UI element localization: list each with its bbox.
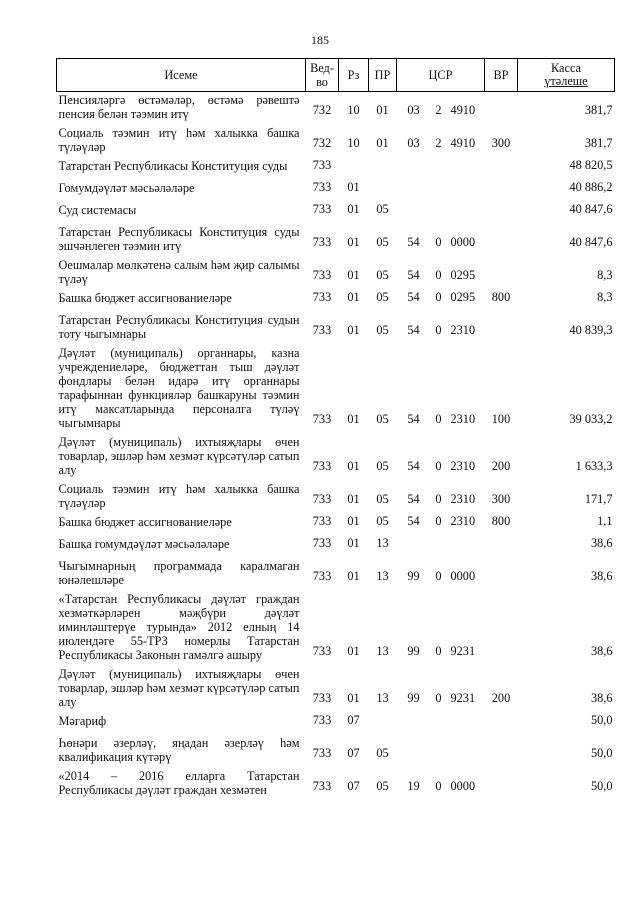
table-row	[57, 312, 615, 345]
header-kassa-line2: үтәлеше	[544, 74, 588, 88]
row-csr-direction: 2310	[450, 323, 476, 337]
row-csr-subprogram: 0	[435, 323, 442, 337]
row-csr-direction: 2310	[450, 412, 476, 426]
row-csr-program: 54	[407, 290, 420, 304]
table-row	[57, 125, 615, 158]
row-rz: 10	[347, 103, 360, 117]
row-rz: 01	[347, 323, 360, 337]
row-name: Башка бюджет ассигнованиелəре	[58, 291, 232, 305]
row-vr	[485, 591, 518, 666]
table-row	[57, 92, 615, 126]
row-csr-subprogram: 0	[435, 235, 442, 249]
row-pr	[369, 713, 397, 735]
row-amount: 171,7	[584, 492, 613, 506]
row-rz: 07	[347, 746, 360, 760]
row-csr-direction: 9231	[450, 691, 476, 705]
row-pr: 13	[376, 644, 389, 658]
row-csr-program: 54	[407, 268, 420, 282]
row-csr-direction: 9231	[450, 644, 476, 658]
row-rz: 01	[347, 202, 360, 216]
row-csr-subprogram: 0	[435, 644, 442, 658]
row-ved: 733	[312, 412, 332, 426]
row-name: Һөнəри əзерлəү, яңадан əзерлəү һəм квалификация күтəрү	[58, 736, 300, 764]
row-csr-direction: 4910	[450, 136, 476, 150]
row-vr	[485, 536, 518, 558]
row-vr	[485, 224, 518, 257]
row-amount: 381,7	[584, 136, 613, 150]
table-row	[57, 434, 615, 481]
row-csr-subprogram	[431, 180, 447, 202]
row-vr: 300	[491, 492, 511, 506]
row-vr: 300	[491, 136, 511, 150]
row-csr-direction: 0000	[450, 235, 476, 249]
row-csr-program: 19	[407, 779, 420, 793]
row-ved: 733	[312, 514, 332, 528]
row-amount: 8,3	[597, 268, 613, 282]
row-amount: 50,0	[590, 746, 613, 760]
row-csr-program: 99	[407, 644, 420, 658]
row-pr: 05	[376, 290, 389, 304]
row-rz: 10	[347, 136, 360, 150]
row-vr: 100	[491, 412, 511, 426]
row-csr-subprogram	[431, 735, 447, 768]
row-csr-subprogram: 0	[435, 691, 442, 705]
row-vr	[485, 257, 518, 290]
row-csr-program: 54	[407, 235, 420, 249]
row-csr-direction	[447, 713, 485, 735]
row-rz	[339, 158, 369, 180]
row-rz: 07	[347, 779, 360, 793]
row-vr: 800	[491, 290, 511, 304]
row-name: «2014 – 2016 елларга Татарстан Республикасы дəүлəт граждан хезмəтен	[58, 769, 300, 797]
table-row	[57, 158, 615, 180]
row-csr-direction: 2310	[450, 492, 476, 506]
row-csr-subprogram: 0	[435, 268, 442, 282]
header-kassa	[518, 59, 615, 92]
row-name: Дəүлəт (муниципаль) ихтыяҗлары өчен товарлар, эшлəр һəм хезмəт күрсəтүлəр сатып алу	[58, 435, 300, 477]
row-ved: 733	[312, 268, 332, 282]
table-row	[57, 290, 615, 312]
row-pr: 13	[376, 691, 389, 705]
row-ved: 733	[312, 746, 332, 760]
row-rz: 01	[347, 235, 360, 249]
row-ved: 733	[312, 202, 332, 216]
row-csr-direction	[447, 158, 485, 180]
header-name: Исеме	[57, 59, 306, 92]
row-csr-program: 54	[407, 323, 420, 337]
row-amount: 40 847,6	[569, 202, 613, 216]
row-ved: 733	[312, 779, 332, 793]
row-vr	[485, 558, 518, 591]
row-name: «Татарстан Республикасы дəүлəт граждан хезмəткəрлəрен мəҗбүри дəүлəт иминлəштерүе турында» 2012 елның 14 июлендəге 55-ТРЗ номерлы Татарстан Республикасы Законын гамəлгə ашыру	[58, 592, 300, 662]
row-rz: 07	[347, 713, 360, 727]
row-vr: 800	[491, 514, 511, 528]
row-pr: 05	[376, 412, 389, 426]
row-amount: 50,0	[590, 779, 613, 793]
row-rz: 01	[347, 268, 360, 282]
row-csr-program	[397, 536, 431, 558]
header-pr: ПР	[369, 59, 397, 92]
row-amount: 39 033,2	[569, 412, 613, 426]
row-csr-program: 99	[407, 691, 420, 705]
row-pr: 05	[376, 459, 389, 473]
row-csr-program: 54	[407, 459, 420, 473]
row-pr: 05	[376, 746, 389, 760]
row-name: Татарстан Республикасы Конституция суды эшчəнлеген тəэмин итү	[58, 225, 300, 253]
row-vr	[485, 768, 518, 801]
row-pr: 05	[376, 202, 389, 216]
row-csr-program: 54	[407, 412, 420, 426]
table-body	[57, 92, 615, 802]
row-ved: 732	[312, 103, 332, 117]
row-rz: 01	[347, 180, 360, 194]
header-vr: ВР	[485, 59, 518, 92]
row-name: Пенсиялəргə өстəмəлəр, өстəмə рəвештə пенсия белəн тəэмин итү	[58, 93, 300, 121]
row-amount: 40 839,3	[569, 323, 613, 337]
row-amount: 8,3	[597, 290, 613, 304]
row-csr-subprogram: 2	[435, 136, 442, 150]
table-row	[57, 591, 615, 666]
row-vr	[485, 713, 518, 735]
row-ved: 733	[312, 290, 332, 304]
row-ved: 733	[312, 569, 332, 583]
row-pr: 05	[376, 514, 389, 528]
row-ved: 733	[312, 459, 332, 473]
row-pr	[369, 180, 397, 202]
row-amount: 38,6	[590, 569, 613, 583]
row-csr-direction	[447, 536, 485, 558]
row-ved: 733	[312, 158, 332, 172]
row-csr-subprogram: 0	[435, 412, 442, 426]
row-name: Дəүлəт (муниципаль) ихтыяҗлары өчен товарлар, эшлəр һəм хезмəт күрсəтүлəр сатып алу	[58, 667, 300, 709]
row-rz: 01	[347, 290, 360, 304]
page-number: 185	[311, 33, 329, 47]
row-csr-direction: 4910	[450, 103, 476, 117]
row-csr-subprogram	[431, 713, 447, 735]
row-csr-subprogram	[431, 158, 447, 180]
row-ved: 733	[312, 691, 332, 705]
row-rz: 01	[347, 412, 360, 426]
header-csr: ЦСР	[397, 59, 485, 92]
row-vr	[485, 312, 518, 345]
row-vr: 200	[491, 459, 511, 473]
row-name: Чыгымнарның программада каралмаган юнəлешлəре	[58, 559, 300, 587]
row-ved: 733	[312, 644, 332, 658]
row-csr-direction: 0000	[450, 569, 476, 583]
table-row	[57, 257, 615, 290]
row-csr-subprogram: 2	[435, 103, 442, 117]
row-rz: 01	[347, 492, 360, 506]
row-ved: 732	[312, 136, 332, 150]
header-ved: Вед-во	[306, 59, 339, 92]
table-row	[57, 768, 615, 801]
row-pr: 05	[376, 268, 389, 282]
row-amount: 1 633,3	[575, 459, 613, 473]
row-ved: 733	[312, 323, 332, 337]
row-name: Гомумдəүлəт мəсьəлəлəре	[58, 181, 195, 195]
row-vr	[485, 202, 518, 224]
row-ved: 733	[312, 713, 332, 727]
row-csr-program: 03	[407, 136, 420, 150]
row-amount: 38,6	[590, 644, 613, 658]
row-pr: 05	[376, 492, 389, 506]
row-rz: 01	[347, 569, 360, 583]
row-pr	[369, 158, 397, 180]
table-row	[57, 514, 615, 536]
row-csr-program	[397, 158, 431, 180]
row-amount: 50,0	[590, 713, 613, 727]
row-name: Социаль тəэмин итү һəм халыкка башка түлəүлəр	[58, 482, 300, 510]
budget-table	[56, 58, 615, 801]
row-csr-program: 54	[407, 492, 420, 506]
row-csr-direction: 0295	[450, 268, 476, 282]
row-name: Татарстан Республикасы Конституция суды	[58, 159, 288, 173]
row-csr-program: 99	[407, 569, 420, 583]
row-csr-program: 54	[407, 514, 420, 528]
row-rz: 01	[347, 536, 360, 550]
row-csr-direction: 0295	[450, 290, 476, 304]
row-csr-direction	[447, 202, 485, 224]
row-amount: 38,6	[590, 536, 613, 550]
row-pr: 05	[376, 323, 389, 337]
row-csr-subprogram: 0	[435, 779, 442, 793]
row-ved: 733	[312, 235, 332, 249]
row-name: Татарстан Республикасы Конституция судын тоту чыгымнары	[58, 313, 300, 341]
row-pr: 05	[376, 235, 389, 249]
row-csr-direction: 2310	[450, 459, 476, 473]
row-vr	[485, 158, 518, 180]
row-csr-subprogram: 0	[435, 514, 442, 528]
row-pr: 13	[376, 536, 389, 550]
row-csr-direction	[447, 735, 485, 768]
row-name: Дəүлəт (муниципаль) органнары, казна учреждениелəре, бюджеттан тыш дəүлəт фондлары белəн идарə итү органнары тарафыннан функциялəр башкаруны тəэмин итү максатларында персоналга түлəү чыгымнары	[58, 346, 300, 430]
row-amount: 1,1	[597, 514, 613, 528]
table-row	[57, 666, 615, 713]
row-amount: 48 820,5	[569, 158, 613, 172]
row-csr-subprogram: 0	[435, 492, 442, 506]
row-csr-subprogram: 0	[435, 569, 442, 583]
table-row	[57, 180, 615, 202]
row-ved: 733	[312, 180, 332, 194]
row-csr-subprogram	[431, 202, 447, 224]
row-pr: 01	[376, 103, 389, 117]
row-csr-direction: 2310	[450, 514, 476, 528]
row-csr-direction	[447, 180, 485, 202]
row-name: Оешмалар мөлкəтенə салым һəм җир салымы түлəү	[58, 258, 300, 286]
table-row	[57, 713, 615, 735]
row-csr-program	[397, 202, 431, 224]
row-csr-subprogram	[431, 536, 447, 558]
row-vr	[485, 92, 518, 126]
table-row	[57, 558, 615, 591]
row-vr: 200	[491, 691, 511, 705]
row-csr-subprogram: 0	[435, 459, 442, 473]
table-header	[57, 59, 615, 92]
row-rz: 01	[347, 691, 360, 705]
table-row	[57, 481, 615, 514]
row-amount: 40 886,2	[569, 180, 613, 194]
table-row	[57, 735, 615, 768]
row-vr	[485, 735, 518, 768]
row-name: Башка гомумдəүлəт мəсьəлəлəре	[58, 537, 230, 551]
row-ved: 733	[312, 492, 332, 506]
row-amount: 40 847,6	[569, 235, 613, 249]
row-rz: 01	[347, 514, 360, 528]
row-csr-program	[397, 735, 431, 768]
row-name: Суд системасы	[58, 203, 137, 217]
row-pr: 13	[376, 569, 389, 583]
table-row	[57, 202, 615, 224]
row-name: Мəгариф	[58, 714, 107, 728]
table-row	[57, 224, 615, 257]
row-csr-subprogram: 0	[435, 290, 442, 304]
row-amount: 38,6	[590, 691, 613, 705]
row-amount: 381,7	[584, 103, 613, 117]
row-pr: 01	[376, 136, 389, 150]
row-csr-program: 03	[407, 103, 420, 117]
table-row	[57, 345, 615, 434]
row-rz: 01	[347, 459, 360, 473]
header-kassa-line1: Касса	[550, 61, 582, 75]
row-name: Социаль тəэмин итү һəм халыкка башка түлəүлəр	[58, 126, 300, 154]
row-csr-direction: 0000	[450, 779, 476, 793]
row-rz: 01	[347, 644, 360, 658]
row-pr: 05	[376, 779, 389, 793]
table-row	[57, 536, 615, 558]
row-csr-program	[397, 713, 431, 735]
row-vr	[485, 180, 518, 202]
header-rz: Рз	[339, 59, 369, 92]
row-csr-program	[397, 180, 431, 202]
row-ved: 733	[312, 536, 332, 550]
row-name: Башка бюджет ассигнованиелəре	[58, 515, 232, 529]
